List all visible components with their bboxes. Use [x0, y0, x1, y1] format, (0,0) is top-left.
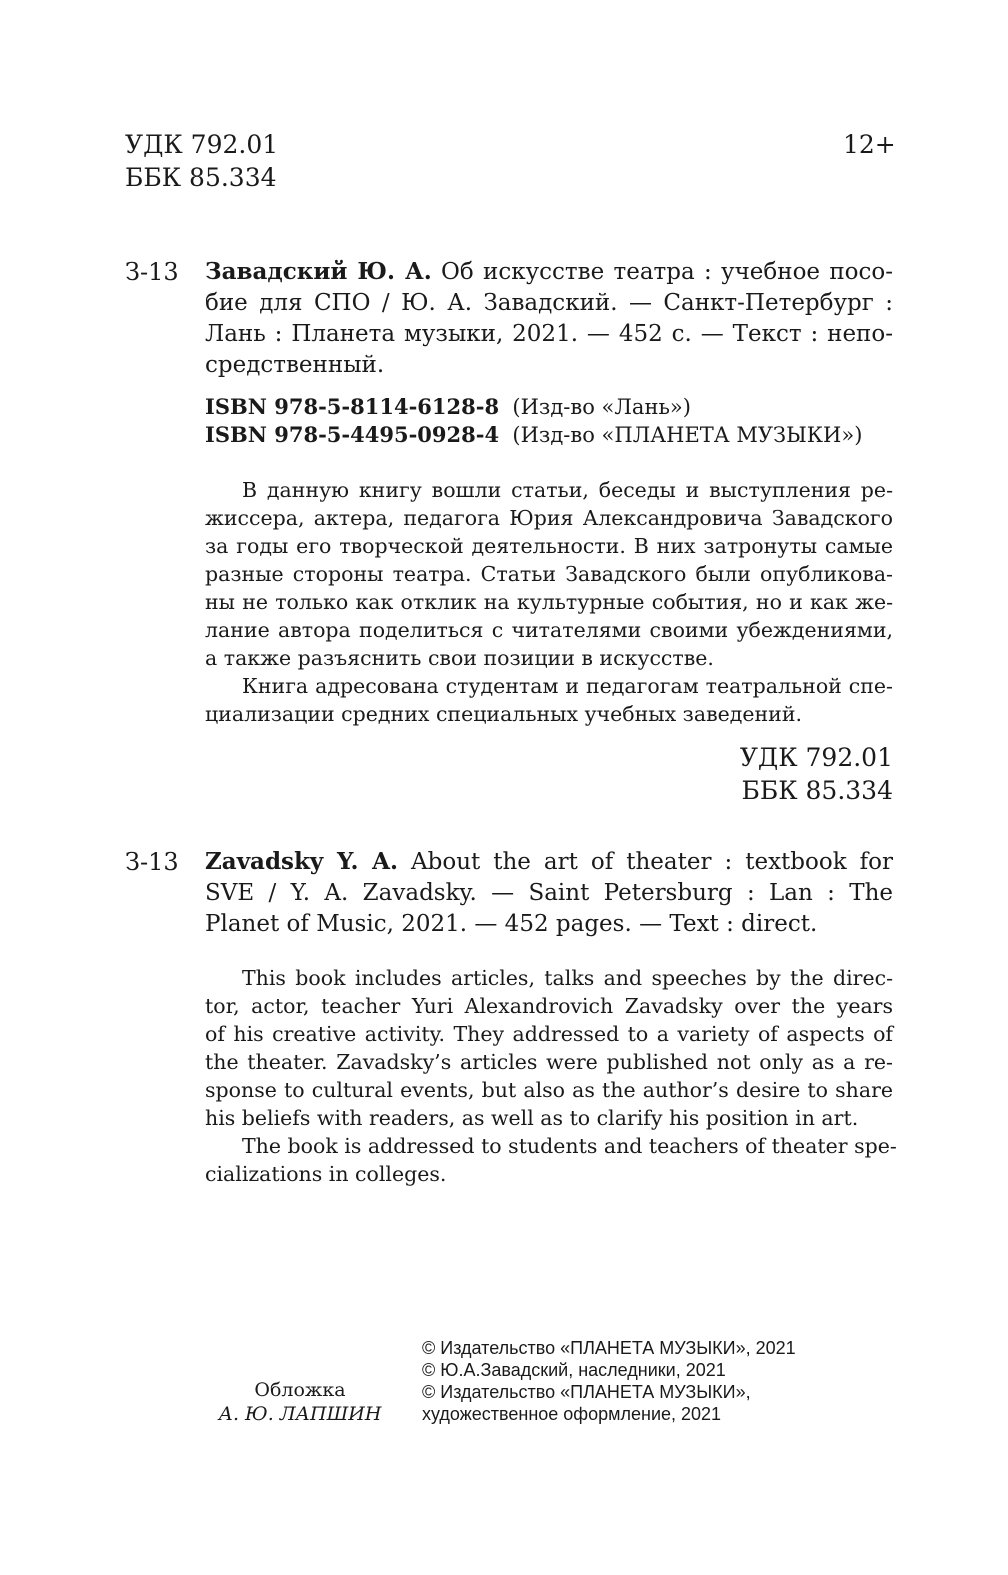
bbk-code-top: ББК 85.334: [125, 163, 277, 192]
udk-code-top: УДК 792.01: [125, 130, 279, 159]
entry-line: Zavadsky Y. A. About the art of theater : textbook for: [205, 848, 893, 875]
isbn-line: [205, 421, 862, 449]
isbn-publisher: (Изд-во «Лань»): [512, 395, 691, 419]
entry-line: Завадский Ю. А. Об искусстве театра : учебное посо-: [205, 258, 893, 285]
entry-line: SVE / Y. A. Zavadsky. — Saint Petersburg : Lan : The: [205, 880, 893, 906]
author-name: Zavadsky Y. A.: [205, 848, 399, 875]
entry-line: средственный.: [205, 352, 385, 378]
age-rating: 12+: [843, 130, 896, 159]
isbn-number: ISBN 978-5-4495-0928-4: [205, 422, 500, 447]
annotation-en: This book includes articles, talks and speeches by the direc- tor, actor, teacher Yuri Alexandrovich Zavadsky over the years of his creative activity. They addressed to a variety of aspects of the theater. Zavadsky’s articles were published not only as a re- sponse to cultural events, but also as the author’s desire to share his beliefs with readers, as well as to clarify his position in art. The book is addressed to students and teachers of theater spe- cializations in colleges.: [205, 966, 897, 1186]
entry-line: Лань : Планета музыки, 2021. — 452 с. — Текст : непо-: [205, 321, 893, 347]
author-mark-ru: З-13: [125, 258, 179, 286]
isbn-publisher: (Изд-во «ПЛАНЕТА МУЗЫКИ»): [512, 423, 863, 447]
bibliographic-entry-ru: [205, 256, 893, 381]
bibliographic-entry-en: [205, 846, 893, 940]
author-mark-en: З-13: [125, 848, 179, 876]
annotation-ru: В данную книгу вошли статьи, беседы и выступления ре- жиссера, актера, педагога Юрия Александровича Завадского за годы его творческой деятельности. В них затронуты самые разные стороны театра. Статьи Завадского были опубликова- ны не только как отклик на культурные события, но и как же- лание автора поделиться с читателями своими убеждениями, а также разъяснить свои позиции в искусстве. Книга адресована студентам и педагогам театральной спе- циализации средних специальных учебных заведений.: [205, 478, 893, 726]
cover-credit-label: Обложка: [254, 1379, 346, 1401]
copyright-line: © Издательство «ПЛАНЕТА МУЗЫКИ»,: [422, 1382, 751, 1402]
bbk-code-bottom: ББК 85.334: [741, 776, 893, 805]
udk-code-bottom: УДК 792.01: [739, 743, 893, 772]
cover-artist: А. Ю. ЛАПШИН: [218, 1403, 382, 1425]
copyright-line: © Издательство «ПЛАНЕТА МУЗЫКИ», 2021: [422, 1338, 796, 1358]
entry-line: Planet of Music, 2021. — 452 pages. — Text : direct.: [205, 911, 818, 937]
isbn-line: [205, 393, 691, 421]
copyright-line: художественное оформление, 2021: [422, 1404, 722, 1424]
isbn-number: ISBN 978-5-8114-6128-8: [205, 394, 500, 419]
copyright-line: © Ю.А.Завадский, наследники, 2021: [422, 1360, 726, 1380]
entry-line: бие для СПО / Ю. А. Завадский. — Санкт-Петербург :: [205, 290, 893, 316]
author-name: Завадский Ю. А.: [205, 258, 432, 285]
